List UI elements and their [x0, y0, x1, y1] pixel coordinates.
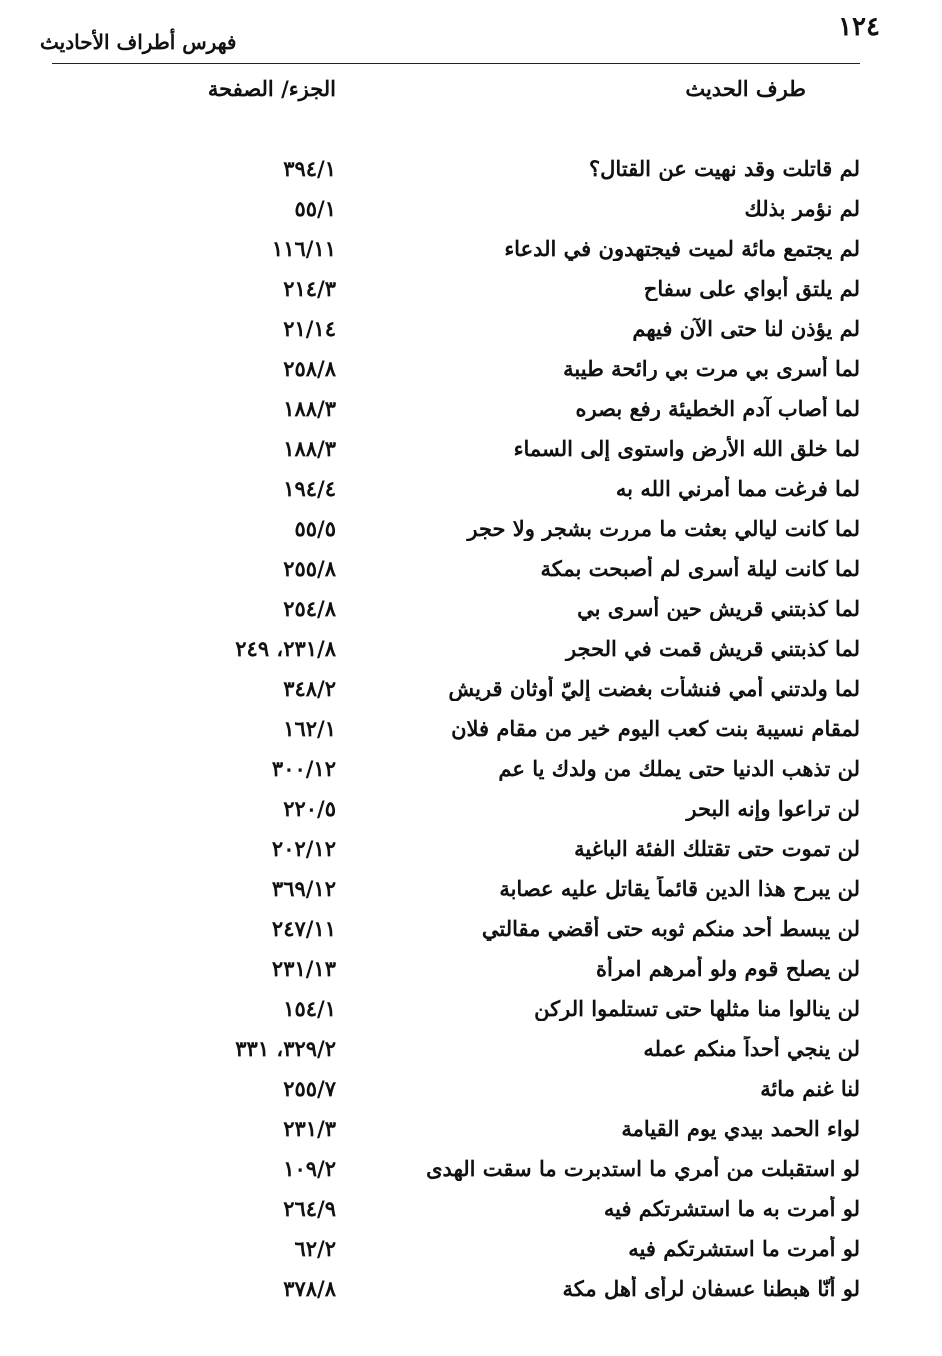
running-title: فهرس أطراف الأحاديث — [40, 30, 237, 54]
hadith-incipit: لما أصاب آدم الخطيئة رفع بصره — [575, 396, 860, 421]
volume-page-reference: ٣٢٩/٢، ٣٣١ — [235, 1036, 336, 1061]
index-row — [0, 752, 942, 792]
volume-page-reference: ٢٣١/٣ — [283, 1116, 336, 1141]
column-header-hadith: طرف الحديث — [685, 76, 806, 101]
volume-page-reference: ١٦٢/١ — [283, 716, 336, 741]
volume-page-reference: ٢٥٨/٨ — [283, 356, 336, 381]
index-row — [0, 192, 942, 232]
volume-page-reference: ١٨٨/٣ — [283, 396, 336, 421]
hadith-index-list — [0, 152, 942, 1312]
index-row — [0, 432, 942, 472]
index-row — [0, 1112, 942, 1152]
hadith-incipit: لما خلق الله الأرض واستوى إلى السماء — [513, 436, 860, 461]
index-row — [0, 912, 942, 952]
hadith-incipit: لن ينجي أحداً منكم عمله — [643, 1036, 860, 1061]
volume-page-reference: ٥٥/١ — [294, 196, 336, 221]
index-row — [0, 1192, 942, 1232]
volume-page-reference: ٣٠٠/١٢ — [271, 756, 336, 781]
index-row — [0, 952, 942, 992]
hadith-incipit: لم يجتمع مائة لميت فيجتهدون في الدعاء — [504, 236, 860, 261]
index-row — [0, 312, 942, 352]
volume-page-reference: ٢٥٤/٨ — [283, 596, 336, 621]
page-number: ١٢٤ — [838, 12, 880, 42]
volume-page-reference: ٥٥/٥ — [294, 516, 336, 541]
index-row — [0, 232, 942, 272]
hadith-incipit: لم يلتق أبواي على سفاح — [643, 276, 860, 301]
volume-page-reference: ٢١/١٤ — [283, 316, 336, 341]
index-row — [0, 472, 942, 512]
hadith-incipit: لما أسرى بي مرت بي رائحة طيبة — [563, 356, 860, 381]
index-row — [0, 632, 942, 672]
index-row — [0, 592, 942, 632]
index-row — [0, 272, 942, 312]
hadith-incipit: لن يصلح قوم ولو أمرهم امرأة — [595, 956, 860, 981]
hadith-incipit: لن ينالوا منا مثلها حتى تستلموا الركن — [534, 996, 860, 1021]
index-row — [0, 832, 942, 872]
hadith-incipit: لو أمرت ما استشرتكم فيه — [628, 1236, 860, 1261]
index-row — [0, 1232, 942, 1272]
volume-page-reference: ١٥٤/١ — [283, 996, 336, 1021]
volume-page-reference: ٣٩٤/١ — [283, 156, 336, 181]
index-row — [0, 512, 942, 552]
index-row — [0, 672, 942, 712]
hadith-incipit: لما كذبتني قريش حين أسرى بي — [577, 596, 860, 621]
index-row — [0, 712, 942, 752]
hadith-incipit: لنا غنم مائة — [760, 1076, 860, 1101]
volume-page-reference: ١٩٤/٤ — [283, 476, 336, 501]
hadith-incipit: لم قاتلت وقد نهيت عن القتال؟ — [589, 156, 860, 181]
hadith-incipit: لما ولدتني أمي فنشأت بغضت إليّ أوثان قريش — [448, 676, 860, 701]
hadith-incipit: لن تذهب الدنيا حتى يملك من ولدك يا عم — [498, 756, 860, 781]
hadith-incipit: لن يبرح هذا الدين قائماً يقاتل عليه عصابة — [499, 876, 860, 901]
index-row — [0, 1152, 942, 1192]
hadith-incipit: لم نؤمر بذلك — [744, 196, 860, 221]
hadith-incipit: لو استقبلت من أمري ما استدبرت ما سقت الهدى — [426, 1156, 860, 1181]
index-row — [0, 152, 942, 192]
index-row — [0, 872, 942, 912]
volume-page-reference: ١٠٩/٢ — [283, 1156, 336, 1181]
volume-page-reference: ٣٤٨/٢ — [283, 676, 336, 701]
hadith-incipit: لم يؤذن لنا حتى الآن فيهم — [632, 316, 860, 341]
volume-page-reference: ٢٠٢/١٢ — [271, 836, 336, 861]
volume-page-reference: ٢٢٠/٥ — [283, 796, 336, 821]
index-row — [0, 992, 942, 1032]
volume-page-reference: ٢٥٥/٨ — [283, 556, 336, 581]
hadith-incipit: لن تراعوا وإنه البحر — [686, 796, 860, 821]
hadith-incipit: لما كانت ليلة أسرى لم أصبحت بمكة — [540, 556, 860, 581]
hadith-incipit: لو أمرت به ما استشرتكم فيه — [603, 1196, 860, 1221]
hadith-incipit: لمقام نسيبة بنت كعب اليوم خير من مقام فلان — [451, 716, 860, 741]
index-row — [0, 1072, 942, 1112]
column-header-reference: الجزء/ الصفحة — [207, 76, 336, 101]
volume-page-reference: ٢٦٤/٩ — [283, 1196, 336, 1221]
volume-page-reference: ٢١٤/٣ — [283, 276, 336, 301]
volume-page-reference: ٦٢/٢ — [294, 1236, 336, 1261]
volume-page-reference: ٢٤٧/١١ — [271, 916, 336, 941]
volume-page-reference: ٢٥٥/٧ — [283, 1076, 336, 1101]
index-row — [0, 792, 942, 832]
volume-page-reference: ٢٣١/٨، ٢٤٩ — [235, 636, 336, 661]
index-row — [0, 392, 942, 432]
index-row — [0, 352, 942, 392]
hadith-incipit: لما كانت ليالي بعثت ما مررت بشجر ولا حجر — [467, 516, 860, 541]
index-row — [0, 1032, 942, 1072]
volume-page-reference: ٣٦٩/١٢ — [271, 876, 336, 901]
volume-page-reference: ٢٣١/١٣ — [271, 956, 336, 981]
index-row — [0, 552, 942, 592]
volume-page-reference: ٣٧٨/٨ — [283, 1276, 336, 1301]
hadith-incipit: لن تموت حتى تقتلك الفئة الباغية — [574, 836, 860, 861]
header-rule — [52, 63, 860, 64]
volume-page-reference: ١٨٨/٣ — [283, 436, 336, 461]
hadith-incipit: لو أنّا هبطنا عسفان لرأى أهل مكة — [562, 1276, 860, 1301]
hadith-incipit: لواء الحمد بيدي يوم القيامة — [621, 1116, 860, 1141]
hadith-incipit: لن يبسط أحد منكم ثوبه حتى أقضي مقالتي — [481, 916, 860, 941]
hadith-incipit: لما فرغت مما أمرني الله به — [615, 476, 860, 501]
hadith-incipit: لما كذبتني قريش قمت في الحجر — [565, 636, 860, 661]
volume-page-reference: ١١٦/١١ — [271, 236, 336, 261]
index-row — [0, 1272, 942, 1312]
